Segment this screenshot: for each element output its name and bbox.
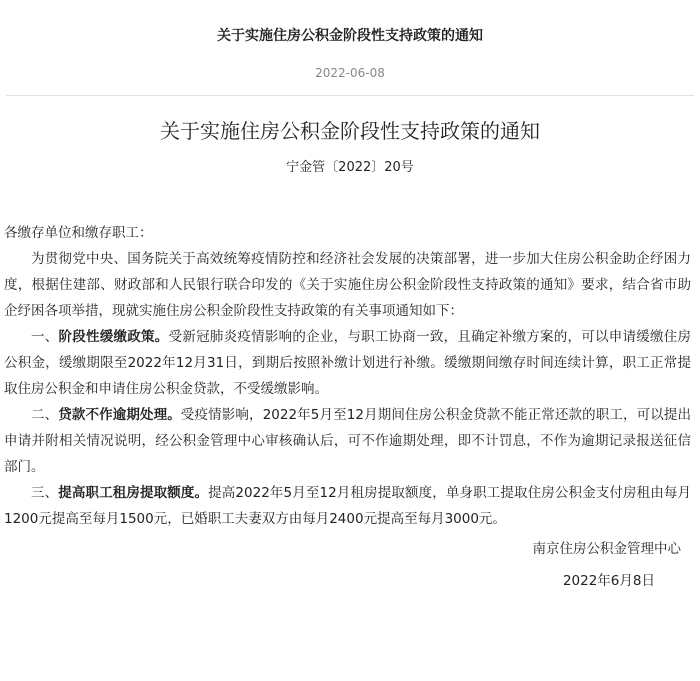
section-1 [4,324,691,402]
section-1-text: 受新冠肺炎疫情影响的企业，与职工协商一致，且确定补缴方案的，可以申请缓缴住房公积金，缓缴期限至2022年12月31日，到期后按照补缴计划进行补缴。缓缴期间缴存时间连续计算，职工正常提取住房公积金和申请住房公积金贷款，不受缓缴影响。 [4,329,692,397]
sign-date: 2022年6月8日 [562,573,655,589]
section-1-prefix: 一、 [31,329,59,345]
page-title: 关于实施住房公积金阶段性支持政策的通知 [217,28,483,44]
section-3-text: 提高2022年5月至12月租房提取额度，单身职工提取住房公积金支付房租由每月1200元提高至每月1500元，已婚职工夫妻双方由每月2400元提高至每月3000元。 [4,485,692,527]
section-3-title: 提高职工租房提取额度。 [58,485,209,501]
document-body [4,220,691,594]
divider [6,95,694,96]
issuer: 南京住房公积金管理中心 [532,541,681,557]
section-2 [4,402,691,480]
section-3 [4,480,691,532]
document-number: 宁金管〔2022〕20号 [286,160,414,175]
document-heading: 关于实施住房公积金阶段性支持政策的通知 [160,119,540,143]
section-1-title: 阶段性缓缴政策。 [58,329,169,345]
intro-paragraph: 为贯彻党中央、国务院关于高效统筹疫情防控和经济社会发展的决策部署，进一步加大住房公积金助企纾困力度，根据住建部、财政部和人民银行联合印发的《关于实施住房公积金阶段性支持政策的通知》要求，结合省市助企纾困各项举措，现就实施住房公积金阶段性支持政策的有关事项通知如下： [4,251,691,319]
section-3-prefix: 三、 [31,485,59,501]
section-2-prefix: 二、 [31,407,59,423]
publish-date: 2022-06-08 [315,66,385,80]
salutation: 各缴存单位和缴存职工： [4,225,153,241]
section-2-text: 受疫情影响，2022年5月至12月期间住房公积金贷款不能正常还款的职工，可以提出申请并附相关情况说明，经公积金管理中心审核确认后，可不作逾期处理，即不计罚息，不作为逾期记录报送征信部门。 [4,407,692,475]
section-2-title: 贷款不作逾期处理。 [58,407,181,423]
